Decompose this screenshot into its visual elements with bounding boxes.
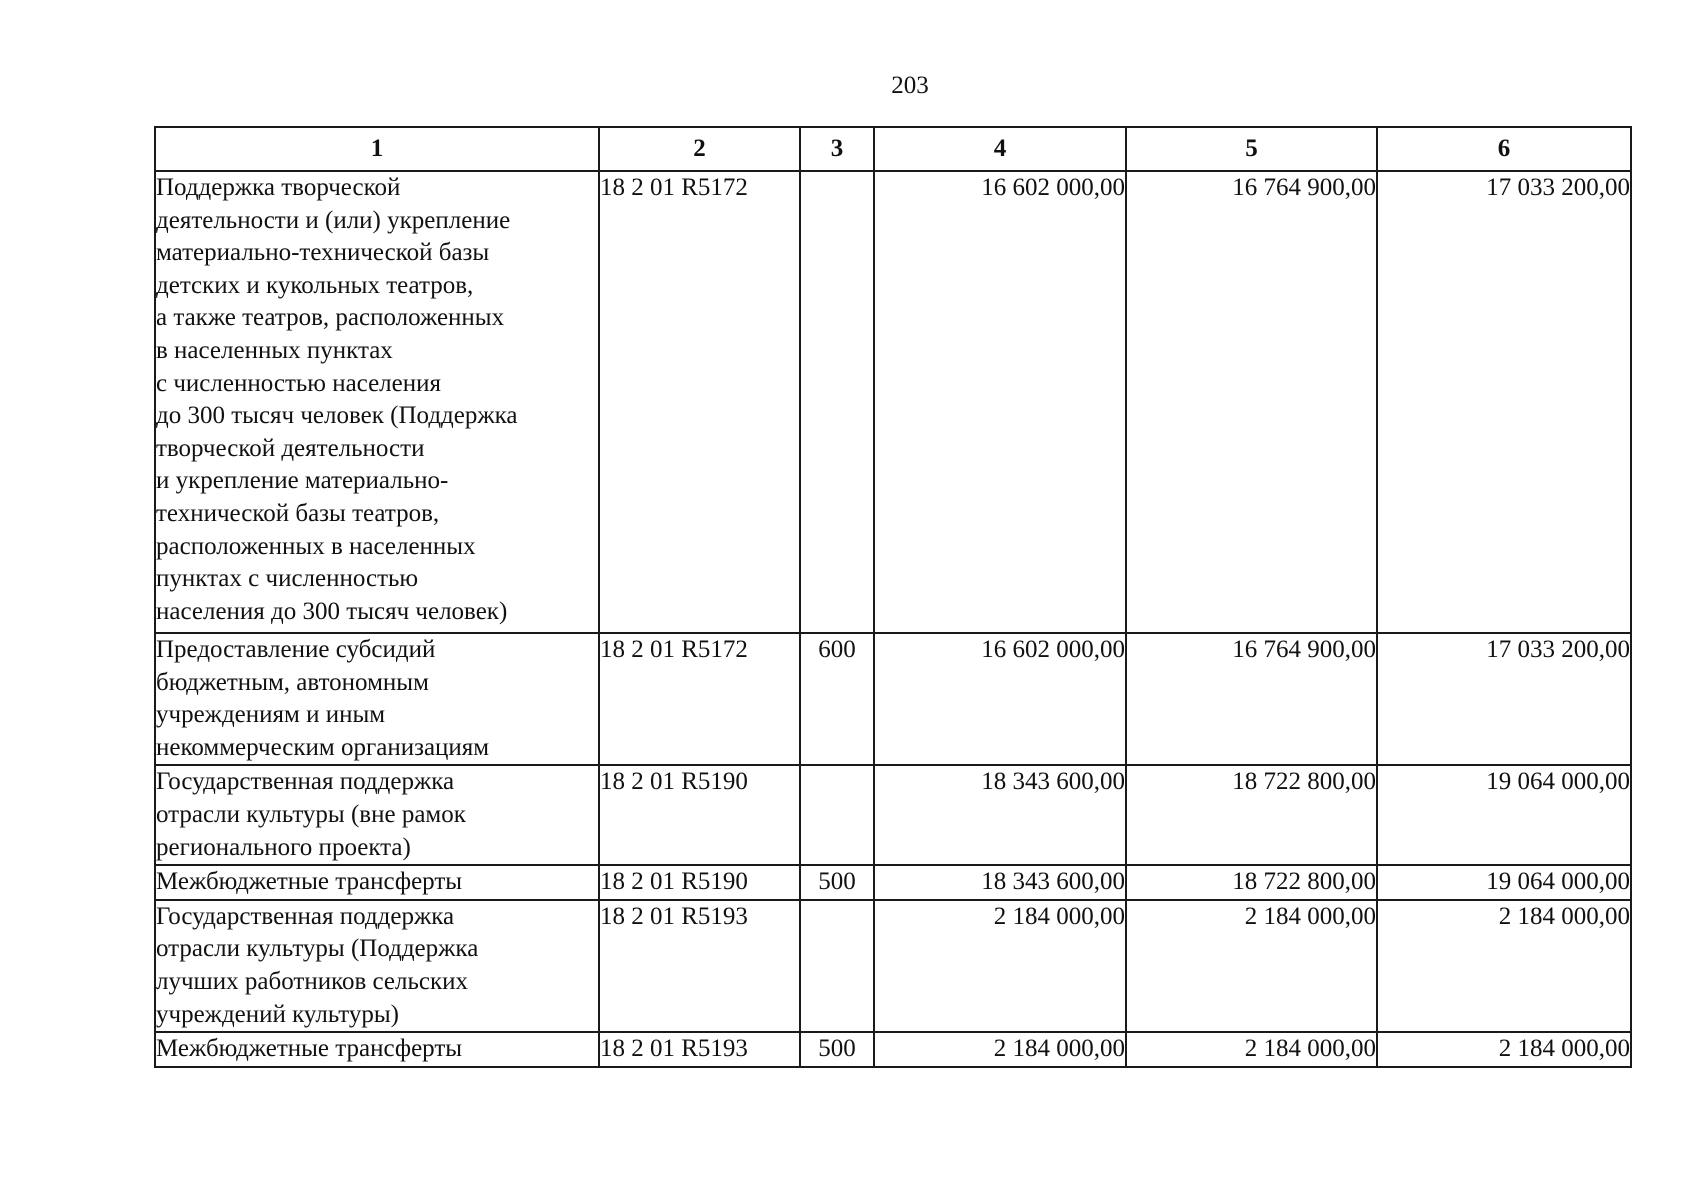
row-amount-col6: 19 064 000,00 xyxy=(1377,865,1631,900)
row-name-text: Государственная поддержка отрасли культуры (Поддержка лучших работников сельских учреждений культуры) xyxy=(156,902,479,1028)
table-row xyxy=(155,865,1631,900)
page-number: 203 xyxy=(891,72,929,99)
row-amount-col6: 19 064 000,00 xyxy=(1377,765,1631,865)
row-code: 18 2 01 R5190 xyxy=(599,765,800,865)
row-expense-type xyxy=(800,171,874,633)
row-amount-col4: 18 343 600,00 xyxy=(874,765,1126,865)
row-name xyxy=(155,633,599,765)
row-name-text: Государственная поддержка отрасли культуры (вне рамок регионального проекта) xyxy=(156,768,466,861)
table-header-row xyxy=(155,127,1631,171)
row-amount-col4: 16 602 000,00 xyxy=(874,633,1126,765)
row-name-text: Межбюджетные трансферты xyxy=(156,1035,463,1063)
row-amount-col6: 17 033 200,00 xyxy=(1377,171,1631,633)
row-amount-col6: 2 184 000,00 xyxy=(1377,900,1631,1032)
row-amount-col5: 16 764 900,00 xyxy=(1126,633,1377,765)
row-amount-col5: 18 722 800,00 xyxy=(1126,765,1377,865)
row-amount-col4: 18 343 600,00 xyxy=(874,865,1126,900)
row-amount-col5: 16 764 900,00 xyxy=(1126,171,1377,633)
row-expense-type: 600 xyxy=(800,633,874,765)
row-expense-type: 500 xyxy=(800,1032,874,1067)
table-row xyxy=(155,171,1631,633)
row-name xyxy=(155,865,599,900)
row-name xyxy=(155,765,599,865)
row-amount-col4: 2 184 000,00 xyxy=(874,1032,1126,1067)
table-row xyxy=(155,765,1631,865)
row-code: 18 2 01 R5172 xyxy=(599,633,800,765)
row-code: 18 2 01 R5172 xyxy=(599,171,800,633)
row-amount-col4: 2 184 000,00 xyxy=(874,900,1126,1032)
row-name xyxy=(155,1032,599,1067)
row-expense-type xyxy=(800,900,874,1032)
row-amount-col4: 16 602 000,00 xyxy=(874,171,1126,633)
row-name xyxy=(155,900,599,1032)
row-name xyxy=(155,171,599,633)
row-name-text: Межбюджетные трансферты xyxy=(156,868,463,896)
budget-table xyxy=(154,126,1632,1068)
row-code: 18 2 01 R5193 xyxy=(599,900,800,1032)
row-amount-col5: 2 184 000,00 xyxy=(1126,1032,1377,1067)
table-row xyxy=(155,1032,1631,1067)
row-amount-col6: 2 184 000,00 xyxy=(1377,1032,1631,1067)
row-amount-col6: 17 033 200,00 xyxy=(1377,633,1631,765)
row-name-text: Предоставление субсидий бюджетным, автономным учреждениям и иным некоммерческим организациям xyxy=(156,636,490,761)
row-expense-type xyxy=(800,765,874,865)
column-header-2: 2 xyxy=(599,127,800,171)
column-header-5: 5 xyxy=(1126,127,1377,171)
column-header-1: 1 xyxy=(155,127,599,171)
row-name-text: Поддержка творческой деятельности и (или) укрепление материально-технической базы детских и кукольных театров, а также театров, расположенных в населенных пунктах с численностью населения до 300 тысяч человек (Поддержка творческой деятельности и укрепление материально- технической базы театров, расположенных в населенных пунктах с численностью населения до 300 тысяч человек) xyxy=(156,174,518,625)
table-row xyxy=(155,633,1631,765)
row-code: 18 2 01 R5193 xyxy=(599,1032,800,1067)
row-amount-col5: 18 722 800,00 xyxy=(1126,865,1377,900)
row-expense-type: 500 xyxy=(800,865,874,900)
column-header-3: 3 xyxy=(800,127,874,171)
table-row xyxy=(155,900,1631,1032)
column-header-4: 4 xyxy=(874,127,1126,171)
row-code: 18 2 01 R5190 xyxy=(599,865,800,900)
row-amount-col5: 2 184 000,00 xyxy=(1126,900,1377,1032)
column-header-6: 6 xyxy=(1377,127,1631,171)
